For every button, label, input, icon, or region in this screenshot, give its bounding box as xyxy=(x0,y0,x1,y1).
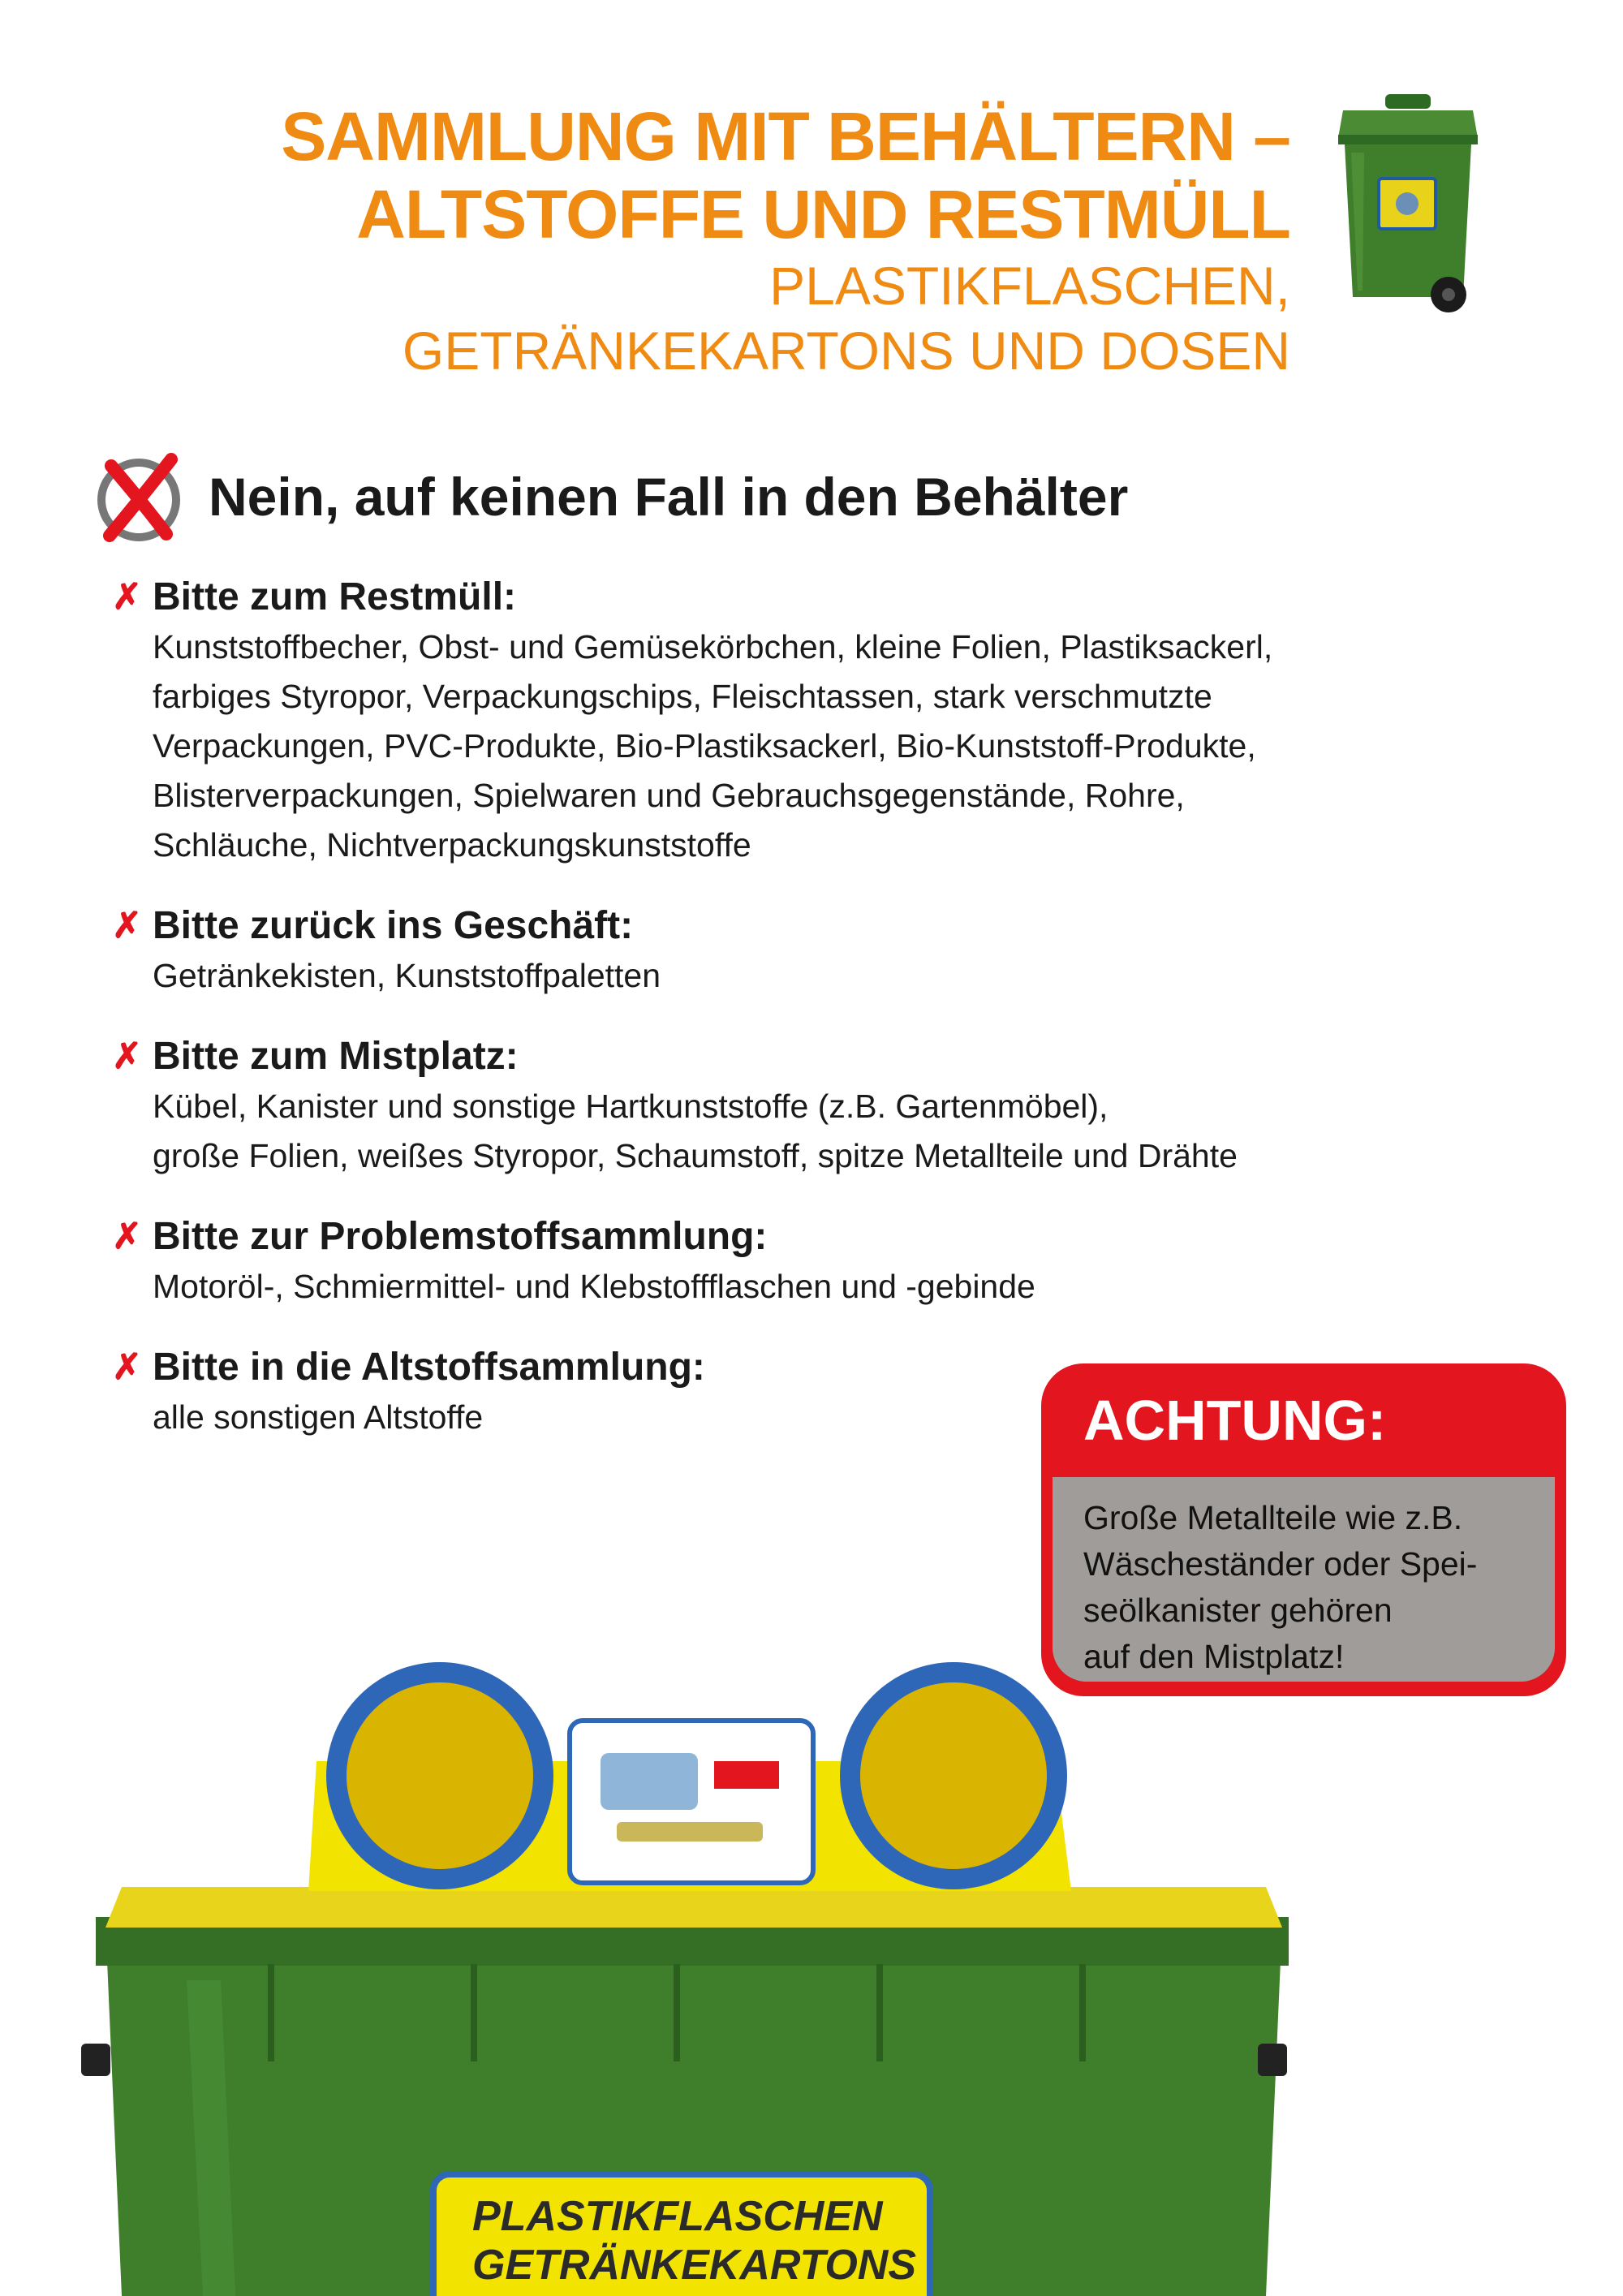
bin-label-line-2: GETRÄNKEKARTONS xyxy=(472,2242,917,2289)
section-body: Motoröl-, Schmiermittel- und Klebstoffflaschen und -gebinde xyxy=(153,1268,1035,1305)
section-title: Bitte in die Altstoffsammlung: xyxy=(153,1346,705,1389)
warning-box xyxy=(1041,1363,1566,1696)
red-x-cross-icon xyxy=(93,451,184,542)
disposal-sections xyxy=(112,572,1378,1473)
page-header xyxy=(162,97,1290,383)
page-title-line-1: SAMMLUNG MIT BEHÄLTERN – xyxy=(281,98,1290,174)
page-subtitle-line-2: GETRÄNKEKARTONS UND DOSEN xyxy=(402,321,1290,381)
page-subtitle-line-1: PLASTIKFLASCHEN, xyxy=(769,256,1290,316)
section-body: Kunststoffbecher, Obst- und Gemüsekörbchen, kleine Folien, Plastiksackerl, farbiges Styropor, Verpackungschips, Fleischtassen, stark verschmutzte Verpackungen, PVC-Produkte, Bio-Plastiksackerl, Bio-Kunststoff-Produkte, Blisterverpackungen, Spielwaren und Gebrauchsgegenstände, Rohre, Schläuche, Nichtverpackungskunststoffe xyxy=(153,628,1273,864)
not-allowed-heading xyxy=(93,448,1128,545)
section-title: Bitte zur Problemstoffsammlung: xyxy=(153,1215,768,1258)
section-body: alle sonstigen Altstoffe xyxy=(153,1398,484,1436)
section-title: Bitte zum Restmüll: xyxy=(153,575,517,618)
section-restmuell xyxy=(112,572,1378,870)
x-mark-icon: ✗ xyxy=(112,1036,142,1076)
warning-text: Große Metallteile wie z.B. Wäscheständer oder Spei- seölkanister gehören auf den Mistplatz! xyxy=(1083,1499,1478,1675)
bin-label-line-1: PLASTIKFLASCHEN xyxy=(472,2193,883,2240)
x-mark-icon: ✗ xyxy=(112,906,142,946)
section-body: Getränkekisten, Kunststoffpaletten xyxy=(153,957,661,994)
x-mark-icon: ✗ xyxy=(112,577,142,617)
x-mark-icon: ✗ xyxy=(112,1217,142,1256)
section-geschaeft xyxy=(112,901,1378,1001)
x-mark-icon: ✗ xyxy=(112,1347,142,1387)
warning-title: ACHTUNG: xyxy=(1083,1389,1387,1452)
warning-body xyxy=(1053,1477,1555,1682)
section-title: Bitte zurück ins Geschäft: xyxy=(153,904,634,947)
green-bin-icon xyxy=(1327,88,1489,319)
page-title-line-2: ALTSTOFFE UND RESTMÜLL xyxy=(356,176,1290,252)
section-title: Bitte zum Mistplatz: xyxy=(153,1035,519,1078)
section-body: Kübel, Kanister und sonstige Hartkunststoffe (z.B. Gartenmöbel), große Folien, weißes Styropor, Schaumstoff, spitze Metallteile und Drähte xyxy=(153,1088,1238,1174)
not-allowed-heading-text: Nein, auf keinen Fall in den Behälter xyxy=(209,467,1129,527)
bin-front-label xyxy=(430,2171,933,2296)
section-problemstoff xyxy=(112,1212,1378,1312)
section-mistplatz xyxy=(112,1032,1378,1181)
